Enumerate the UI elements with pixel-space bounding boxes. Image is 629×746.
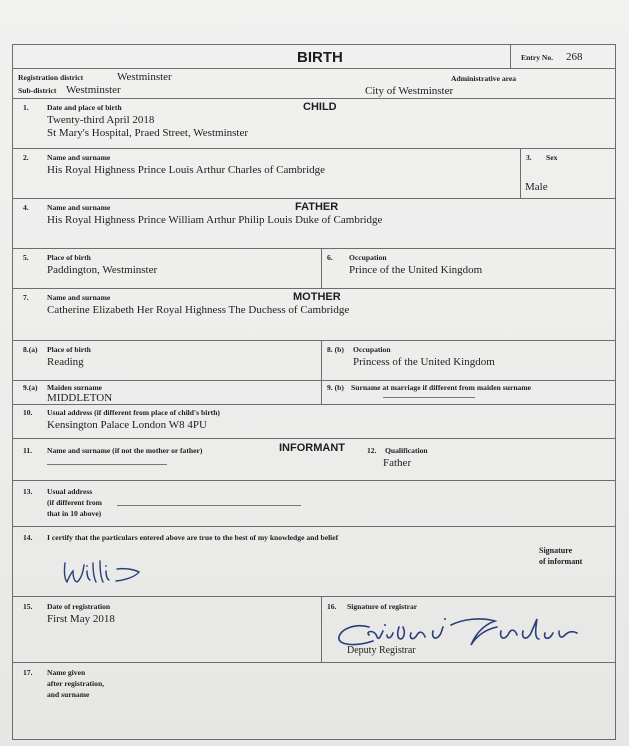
field-8-row	[13, 341, 615, 381]
mother-occupation: Princess of the United Kingdom	[353, 356, 495, 368]
field-1-row	[13, 99, 615, 149]
sub-district-label: Sub-district	[18, 86, 57, 95]
field-12-number: 12.	[367, 446, 377, 455]
field-13-label-3: that in 10 above)	[47, 509, 102, 518]
field-6-label: Occupation	[349, 253, 387, 262]
field-14-label: I certify that the particulars entered above are true to the best of my knowledge and belief	[47, 533, 339, 542]
field-10-label: Usual address (if different from place of child's birth)	[47, 408, 220, 417]
field-2-row	[13, 149, 615, 199]
field-2-label: Name and surname	[47, 153, 111, 162]
field-9b-blank-line	[383, 397, 475, 398]
field-4-row	[13, 199, 615, 249]
child-sex: Male	[525, 181, 548, 193]
field-15-number: 15.	[23, 602, 33, 611]
father-occupation: Prince of the United Kingdom	[349, 264, 483, 276]
entry-number-label: Entry No.	[521, 53, 554, 62]
informant-signature-label-2: of informant	[539, 557, 583, 566]
field-7-number: 7.	[23, 293, 29, 302]
field-10-number: 10.	[23, 408, 33, 417]
informant-signature-label-1: Signature	[539, 546, 573, 555]
reg-district-label: Registration district	[18, 73, 84, 82]
mother-maiden-surname: MIDDLETON	[47, 392, 113, 404]
field-17-number: 17.	[23, 668, 33, 677]
document-title: BIRTH	[297, 49, 343, 66]
date-of-birth: Twenty-third April 2018	[47, 114, 155, 126]
field-13-row	[13, 481, 615, 527]
field-8a-label: Place of birth	[47, 345, 91, 354]
field-14-number: 14.	[23, 533, 33, 542]
district-row	[13, 69, 615, 99]
field-9a-number: 9.(a)	[23, 383, 38, 392]
field-14-row	[13, 527, 615, 597]
field-17-row	[13, 663, 615, 739]
field-1-label: Date and place of birth	[47, 103, 122, 112]
field-13-blank-line	[117, 505, 301, 506]
date-of-registration: First May 2018	[47, 613, 115, 625]
field-8b-label: Occupation	[353, 345, 391, 354]
field-4-label: Name and surname	[47, 203, 111, 212]
usual-address: Kensington Palace London W8 4PU	[47, 419, 207, 431]
field-17-label-1: Name given	[47, 668, 86, 677]
child-section-title: CHILD	[303, 101, 337, 113]
field-15-row	[13, 597, 615, 663]
field-13-number: 13.	[23, 487, 33, 496]
reg-district-value: Westminster	[117, 71, 172, 83]
field-13-label-1: Usual address	[47, 487, 93, 496]
field-3-label: Sex	[546, 153, 558, 162]
birth-certificate	[12, 44, 616, 740]
field-17-label-3: and surname	[47, 690, 90, 699]
field-9-row	[13, 381, 615, 405]
field-12-label: Qualification	[385, 446, 428, 455]
field-11-label: Name and surname (if not the mother or father)	[47, 446, 203, 455]
informant-signature	[59, 555, 159, 591]
field-7-label: Name and surname	[47, 293, 111, 302]
field-8a-number: 8.(a)	[23, 345, 38, 354]
field-2-number: 2.	[23, 153, 29, 162]
informant-qualification: Father	[383, 457, 412, 469]
mother-name: Catherine Elizabeth Her Royal Highness The Duchess of Cambridge	[47, 304, 350, 316]
field-9a-label: Maiden surname	[47, 383, 103, 392]
field-1-number: 1.	[23, 103, 29, 112]
father-place-of-birth: Paddington, Westminster	[47, 264, 158, 276]
field-16-number: 16.	[327, 602, 337, 611]
field-17-label-2: after registration,	[47, 679, 105, 688]
field-5-number: 5.	[23, 253, 29, 262]
father-section-title: FATHER	[295, 201, 339, 213]
field-9b-number: 9. (b)	[327, 383, 344, 392]
father-name: His Royal Highness Prince William Arthur Philip Louis Duke of Cambridge	[47, 214, 383, 226]
field-15-label: Date of registration	[47, 602, 111, 611]
mother-section-title: MOTHER	[293, 291, 341, 303]
field-9b-label: Surname at marriage if different from maiden surname	[351, 383, 532, 392]
field-13-label-2: (if different from	[47, 498, 102, 507]
field-4-number: 4.	[23, 203, 29, 212]
field-11-blank-line	[47, 464, 167, 465]
field-10-row	[13, 405, 615, 439]
admin-area-label: Administrative area	[451, 74, 517, 83]
field-3-number: 3.	[526, 153, 532, 162]
admin-area-value: City of Westminster	[365, 85, 454, 97]
place-of-birth: St Mary's Hospital, Praed Street, Westminster	[47, 127, 249, 139]
field-5-label: Place of birth	[47, 253, 91, 262]
sub-district-value: Westminster	[66, 84, 121, 96]
field-8b-number: 8. (b)	[327, 345, 344, 354]
field-5-row	[13, 249, 615, 289]
field-11-row	[13, 439, 615, 481]
field-11-number: 11.	[23, 446, 33, 455]
informant-section-title: INFORMANT	[279, 442, 345, 454]
field-7-row	[13, 289, 615, 341]
field-6-number: 6.	[327, 253, 333, 262]
registrar-title: Deputy Registrar	[347, 645, 416, 656]
child-name: His Royal Highness Prince Louis Arthur Charles of Cambridge	[47, 164, 326, 176]
title-row	[13, 45, 615, 69]
entry-number: 268	[566, 51, 583, 63]
field-16-label: Signature of registrar	[347, 602, 418, 611]
mother-place-of-birth: Reading	[47, 356, 84, 368]
